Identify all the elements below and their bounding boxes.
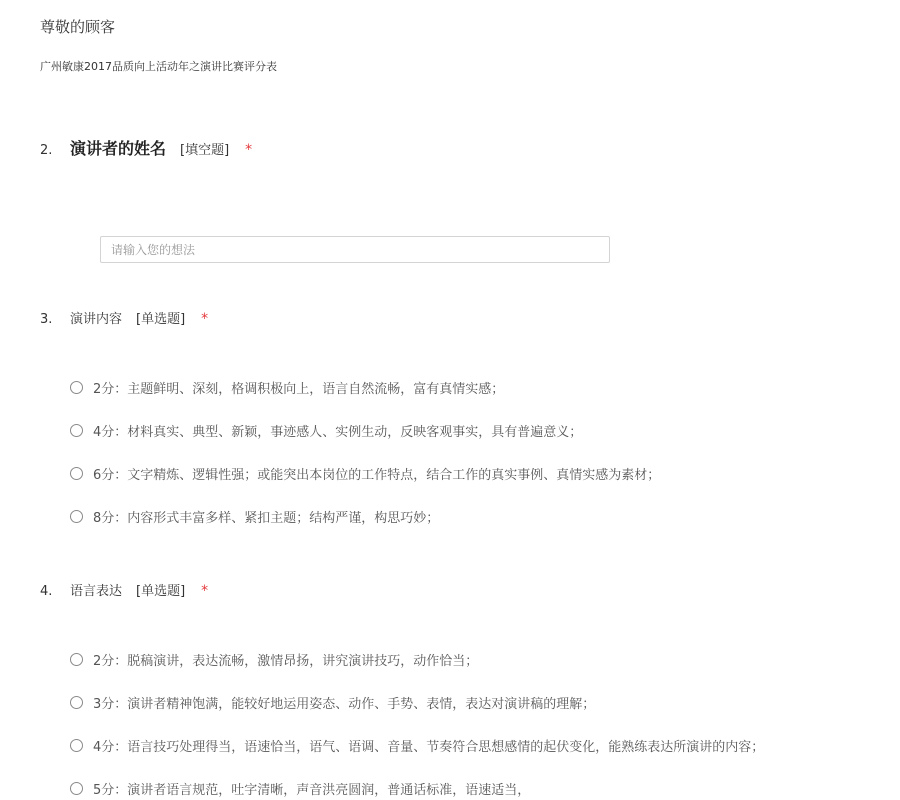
option-q4-1[interactable]	[70, 650, 478, 669]
radio-button[interactable]	[70, 424, 83, 437]
question-3	[40, 308, 880, 327]
question-type: [填空题]	[180, 143, 230, 158]
option-q4-3[interactable]	[70, 736, 764, 755]
greeting: 尊敬的顾客	[40, 18, 116, 36]
question-number: 4.	[40, 584, 53, 599]
required-mark: *	[245, 142, 253, 158]
radio-button[interactable]	[70, 782, 83, 795]
question-type: [单选题]	[136, 584, 186, 599]
question-title: 演讲内容	[70, 312, 123, 327]
radio-button[interactable]	[70, 696, 83, 709]
option-label[interactable]: 2分：脱稿演讲，表达流畅，激情昂扬，讲究演讲技巧，动作恰当；	[93, 654, 479, 669]
survey-title: 广州敏康2017品质向上活动年之演讲比赛评分表	[40, 60, 277, 73]
question-title: 演讲者的姓名	[70, 139, 167, 158]
required-mark: *	[201, 583, 209, 599]
question-header	[40, 136, 880, 159]
option-q3-2[interactable]	[70, 421, 582, 440]
option-q3-3[interactable]	[70, 464, 660, 483]
question-number: 3.	[40, 312, 53, 327]
radio-button[interactable]	[70, 510, 83, 523]
question-header	[40, 308, 880, 327]
question-4	[40, 580, 880, 599]
question-type: [单选题]	[136, 312, 186, 327]
option-label[interactable]: 5分：演讲者语言规范，吐字清晰，声音洪亮圆润，普通话标准，语速适当，	[93, 783, 531, 798]
radio-button[interactable]	[70, 739, 83, 752]
option-label[interactable]: 4分：语言技巧处理得当，语速恰当，语气、语调、音量、节奏符合思想感情的起伏变化，能熟练表达所演讲的内容；	[93, 740, 765, 755]
option-label[interactable]: 2分：主题鲜明、深刻，格调积极向上，语言自然流畅，富有真情实感；	[93, 382, 505, 397]
option-q4-4[interactable]	[70, 779, 530, 798]
question-header	[40, 580, 880, 599]
option-q3-1[interactable]	[70, 378, 504, 397]
option-label[interactable]: 8分：内容形式丰富多样、紧扣主题；结构严谨，构思巧妙；	[93, 511, 440, 526]
option-q3-4[interactable]	[70, 507, 439, 526]
option-label[interactable]: 4分：材料真实、典型、新颖，事迹感人、实例生动，反映客观事实，具有普遍意义；	[93, 425, 583, 440]
option-q4-2[interactable]	[70, 693, 595, 712]
question-2	[40, 136, 880, 159]
radio-button[interactable]	[70, 381, 83, 394]
radio-button[interactable]	[70, 653, 83, 666]
radio-button[interactable]	[70, 467, 83, 480]
required-mark: *	[201, 311, 209, 327]
speaker-name-input[interactable]	[100, 236, 610, 263]
option-label[interactable]: 3分：演讲者精神饱满，能较好地运用姿态、动作、手势、表情，表达对演讲稿的理解；	[93, 697, 596, 712]
question-number: 2.	[40, 143, 53, 158]
option-label[interactable]: 6分：文字精炼、逻辑性强；或能突出本岗位的工作特点，结合工作的真实事例、真情实感为素材；	[93, 468, 661, 483]
question-title: 语言表达	[70, 584, 123, 599]
